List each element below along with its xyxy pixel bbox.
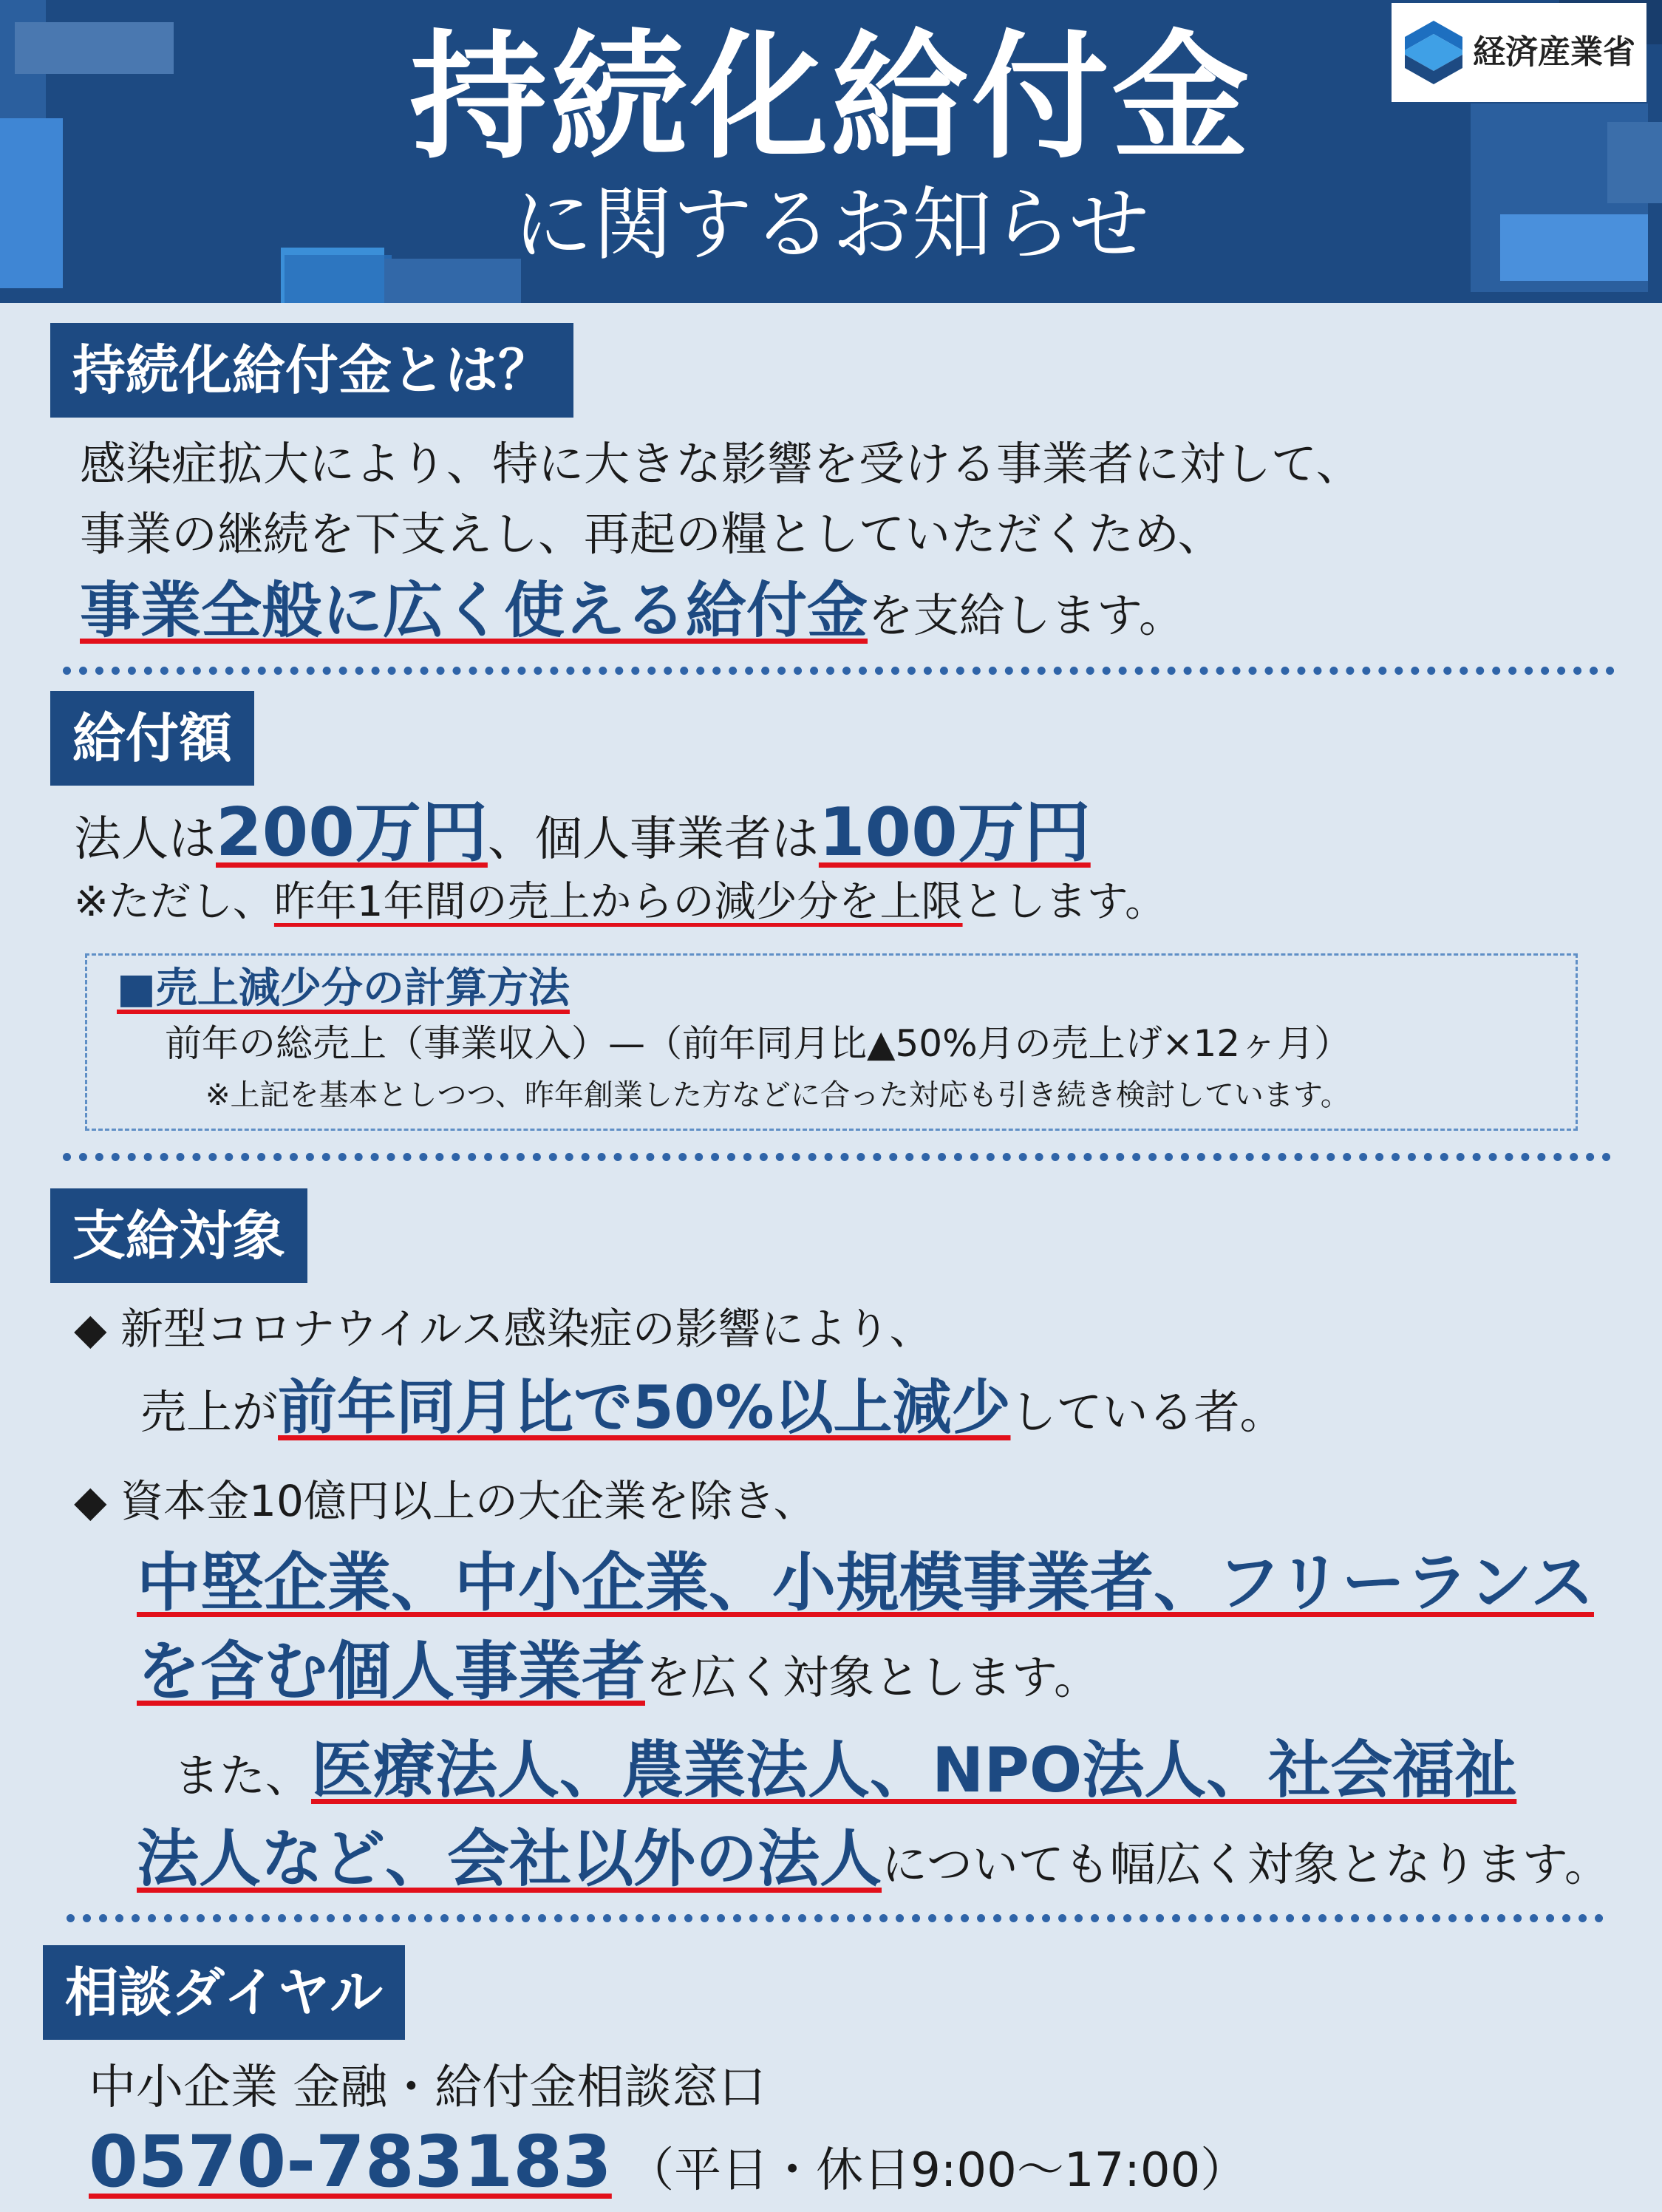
eligibility-also-line-2: 法人など、会社以外の法人についても幅広く対象となります。 bbox=[137, 1823, 1610, 1895]
amount-corp-value: 200万円 bbox=[216, 794, 488, 871]
amount-line bbox=[74, 794, 1091, 873]
amount-note bbox=[74, 869, 1166, 936]
eligibility-item-1-line-1: ◆ 新型コロナウイルス感染症の影響により、 bbox=[74, 1304, 933, 1354]
calc-title: ■売上減少分の計算方法 bbox=[117, 964, 570, 1013]
diamond-bullet-icon: ◆ bbox=[74, 1304, 107, 1354]
eligibility-also-line-1: また、医療法人、農業法人、NPO法人、社会福祉 bbox=[174, 1734, 1517, 1806]
calc-formula: 前年の総売上（事業収入）—（前年同月比▲50%月の売上げ×12ヶ月） bbox=[165, 1022, 1352, 1065]
about-line-3 bbox=[80, 578, 1185, 649]
section-heading-about: 持続化給付金とは？ bbox=[50, 323, 573, 418]
contact-phone-line bbox=[89, 2121, 1247, 2211]
meti-logo-icon bbox=[1405, 21, 1462, 84]
calculation-box bbox=[85, 953, 1578, 1131]
amount-indiv-value: 100万円 bbox=[818, 794, 1091, 871]
header-banner bbox=[0, 0, 1662, 303]
about-line-1: 感染症拡大により、特に大きな影響を受ける事業者に対して、 bbox=[80, 437, 1362, 491]
amount-note-prefix: ※ただし、 bbox=[74, 878, 274, 926]
phone-number: 0570-783183 bbox=[89, 2120, 612, 2203]
ministry-name: 経済産業省 bbox=[1473, 33, 1635, 71]
eligibility-item-1-line-2: 売上が前年同月比で50%以上減少している者。 bbox=[140, 1373, 1286, 1442]
contact-hours: （平日・休日9:00～17:00） bbox=[627, 2143, 1248, 2198]
about-line-3-suffix: を支給します。 bbox=[868, 588, 1185, 642]
ministry-logo bbox=[1392, 3, 1646, 102]
eligibility-item-2-line-3: を含む個人事業者を広く対象とします。 bbox=[137, 1635, 1100, 1709]
divider bbox=[67, 1914, 1604, 1922]
page-title: 持続化給付金 bbox=[409, 17, 1253, 177]
eligibility-item-2-line-1: ◆ 資本金10億円以上の大企業を除き、 bbox=[74, 1476, 817, 1526]
amount-note-suffix: とします。 bbox=[962, 878, 1167, 926]
divider bbox=[63, 667, 1615, 675]
about-line-2: 事業の継続を下支えし、再起の糧としていただくため、 bbox=[80, 507, 1224, 561]
about-emphasis: 事業全般に広く使える給付金 bbox=[80, 576, 868, 646]
divider bbox=[63, 1153, 1611, 1161]
section-heading-eligibility: 支給対象 bbox=[50, 1188, 307, 1283]
amount-corp-prefix: 法人は bbox=[74, 812, 216, 867]
page-subtitle: に関するお知らせ bbox=[513, 179, 1149, 271]
contact-desk: 中小企業 金融・給付金相談窓口 bbox=[89, 2060, 766, 2115]
eligibility-item-2-line-2: 中堅企業、中小企業、小規模事業者、フリーランス bbox=[137, 1546, 1594, 1620]
amount-indiv-prefix: 、個人事業者は bbox=[487, 812, 819, 867]
section-heading-amount: 給付額 bbox=[50, 691, 254, 786]
diamond-bullet-icon: ◆ bbox=[74, 1476, 107, 1526]
calc-note: ※上記を基本としつつ、昨年創業した方などに合った対応も引き続き検討しています。 bbox=[205, 1078, 1350, 1112]
section-heading-contact: 相談ダイヤル bbox=[43, 1945, 405, 2040]
amount-note-underlined: 昨年1年間の売上からの減少分を上限 bbox=[273, 878, 963, 926]
